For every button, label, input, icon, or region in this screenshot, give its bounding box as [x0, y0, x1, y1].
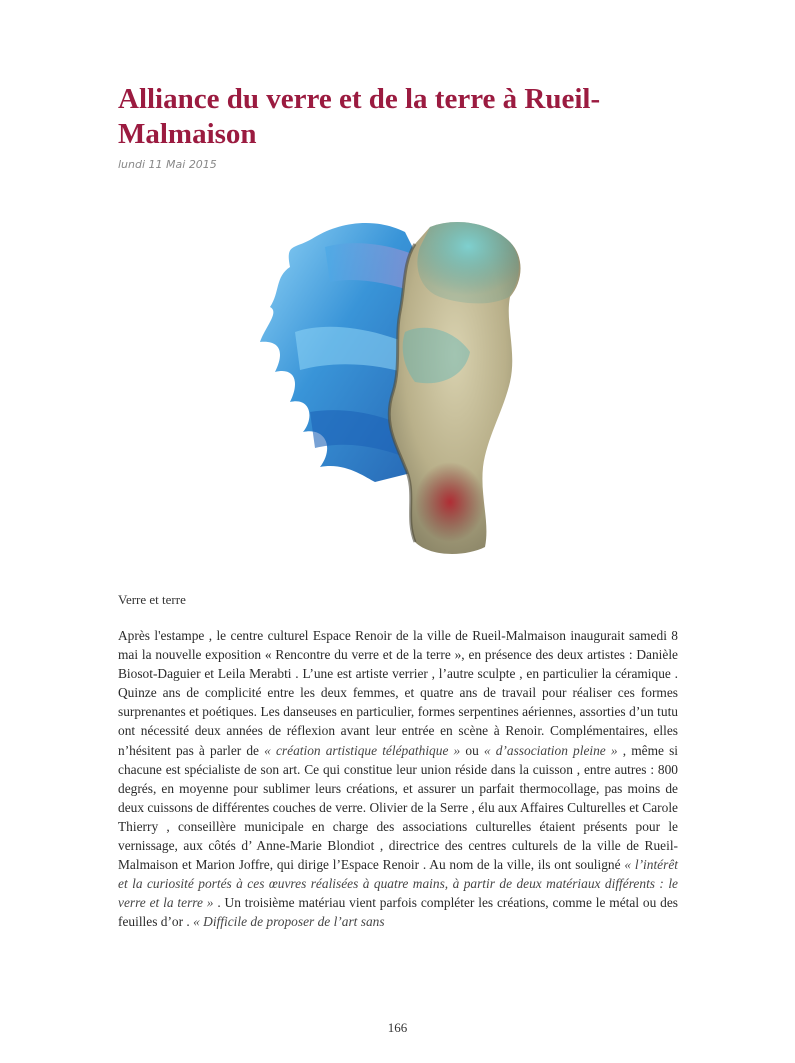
quote: « création artistique télépathique » [264, 742, 461, 758]
quote: « l’intérêt et la curiosité portés à ces œuvres réalisées à quatre mains, à partir de deux matériaux différents : le verre et la terre » [118, 857, 678, 911]
body-text-segment: ou [460, 742, 484, 758]
ceramic-glaze-shape [417, 222, 519, 303]
body-text-segment: Après l'estampe , le centre culturel Espace Renoir de la ville de Rueil-Malmaison inaugurait samedi 8 mai la nouvelle exposition « Rencontre du verre et de la terre », en présence des deux artistes : Danièle Biosot-Daguier et Leila Merabti . L’une est artiste verrier , l’autre sculpte , en particulier la céramique . Quinze ans de complicité entre les deux femmes, et quatre ans de travail pour réaliser ces formes surprenantes et poétiques. Les danseuses en particulier, formes serpentines aériennes, assorties d’un tutu ont nécessité deux années de réflexion avant leur entrée en scène à Renoir. Complémentaires, elles n’hésitent pas à parler de [118, 628, 678, 758]
page-number: 166 [387, 1020, 408, 1035]
article-body [118, 626, 678, 932]
ceramic-red-glaze-shape [415, 462, 485, 542]
quote: « Difficile de proposer de l’art sans [193, 914, 385, 930]
quote: « d’association pleine » [483, 742, 618, 758]
article-title: Alliance du verre et de la terre à Rueil-Malmaison [118, 83, 601, 150]
body-text-segment: , même si chacune est spécialiste de son art. Ce qui constitue leur union réside dans la cuisson , entre autres : 800 degrés, en moyenne pour sublimer leurs créations, et assurer un parfait thermocollage, pas moins de deux cuissons de différentes couches de verre. Olivier de la Serre , élu aux Affaires Culturelles et Carole Thierry , conseillère municipale en charge des associations culturelles étaient présents pour le vernissage, aux côtés d’ Anne-Marie Blondiot , directrice des centres culturels de la ville de Rueil-Malmaison et Marion Joffre, qui dirige l’Espace Renoir . Au nom de la ville, ils ont souligné [118, 742, 678, 873]
artwork-image [255, 212, 535, 562]
article-date: lundi 11 Mai 2015 [118, 158, 217, 171]
image-caption: Verre et terre [118, 592, 186, 607]
body-text-segment: . Un troisième matériau vient parfois compléter les créations, comme le métal ou des feuilles d’or . [118, 895, 678, 930]
